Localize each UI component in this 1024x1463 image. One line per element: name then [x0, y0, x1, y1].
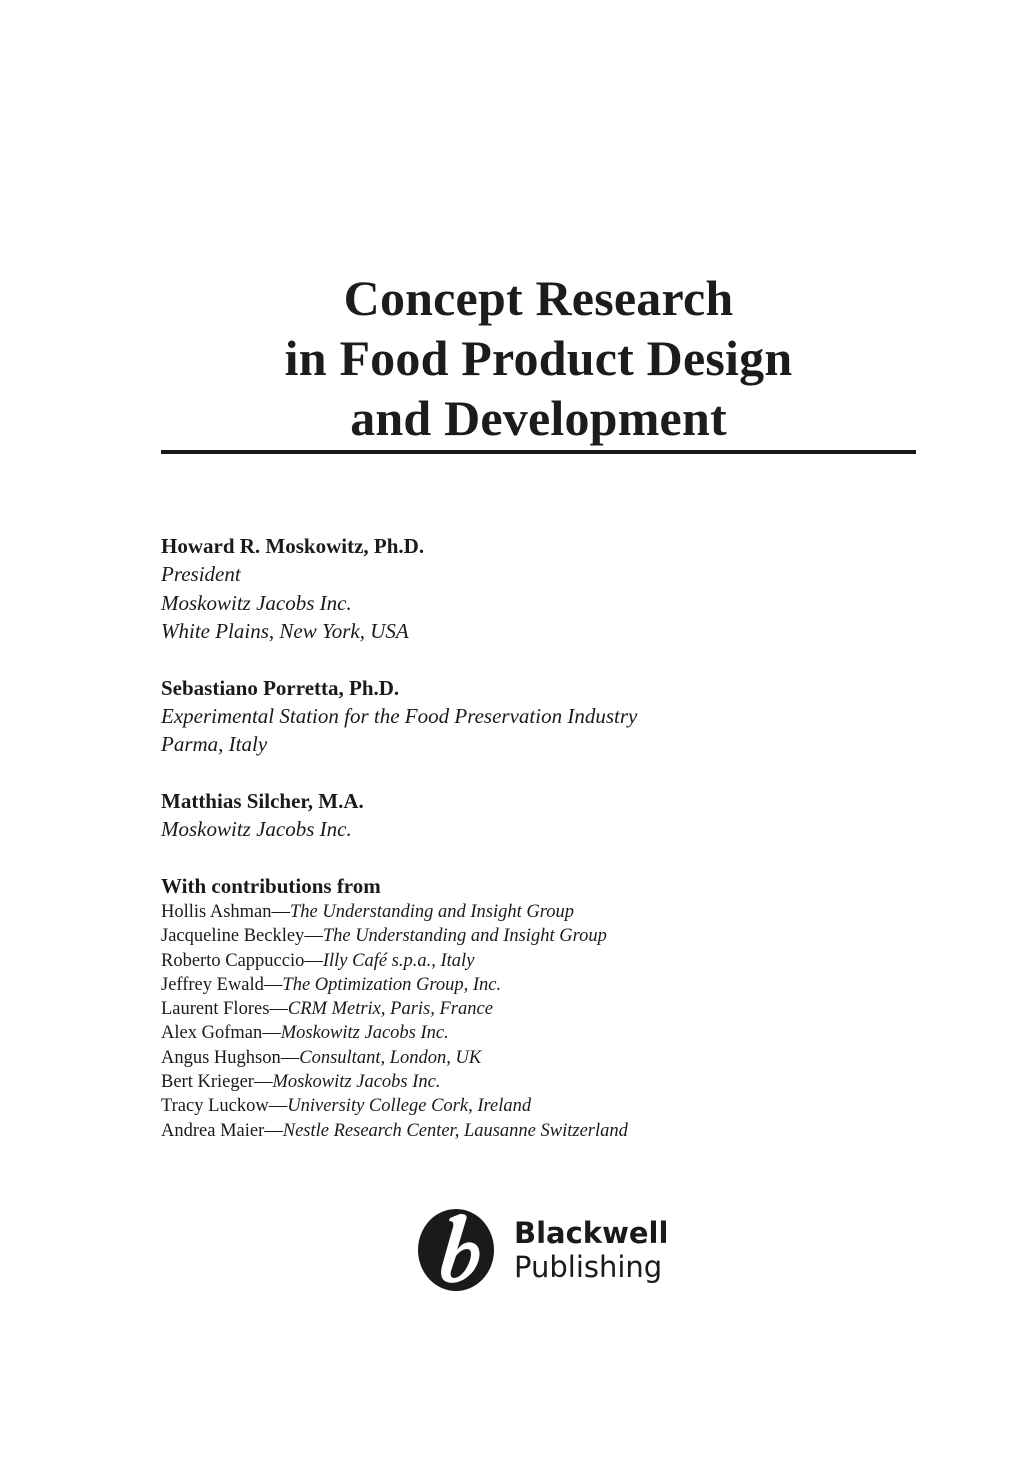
publisher-mark — [416, 1208, 668, 1292]
contributor-affiliation: Moskowitz Jacobs Inc. — [272, 1072, 441, 1093]
title-divider — [161, 450, 916, 454]
author-block — [161, 674, 921, 759]
contributor-separator: — — [253, 1072, 273, 1093]
contributors-list — [161, 900, 921, 1143]
contributor-affiliation: Consultant, London, UK — [299, 1047, 482, 1068]
author-affiliation-line: White Plains, New York, USA — [161, 619, 409, 643]
contributor-affiliation: Nestle Research Center, Lausanne Switzerland — [282, 1120, 628, 1141]
contributor-name: Jeffrey Ewald — [161, 974, 264, 995]
contributor-name: Roberto Cappuccio — [161, 950, 305, 971]
contributor-item — [161, 1070, 921, 1094]
contributor-affiliation: University College Cork, Ireland — [287, 1096, 532, 1117]
author-name: Howard R. Moskowitz, Ph.D. — [161, 534, 425, 558]
title-line-2: in Food Product Design — [284, 330, 793, 386]
contributor-affiliation: Illy Café s.p.a., Italy — [322, 950, 475, 971]
author-name: Matthias Silcher, M.A. — [161, 788, 364, 813]
contributor-item — [161, 997, 921, 1021]
contributor-separator: — — [262, 1023, 281, 1044]
contributor-affiliation: The Understanding and Insight Group — [322, 926, 607, 947]
author-name: Sebastiano Porretta, Ph.D. — [161, 675, 400, 700]
author-block — [161, 532, 921, 646]
contributor-name: Bert Krieger — [161, 1072, 254, 1093]
publisher-subname: Publishing — [514, 1250, 663, 1284]
contributor-name: Alex Gofman — [161, 1023, 263, 1044]
author-affiliation-line: Moskowitz Jacobs Inc. — [161, 816, 352, 841]
contributor-separator: — — [304, 950, 323, 971]
contributor-separator: — — [280, 1047, 300, 1068]
contributor-item — [161, 1021, 921, 1045]
blackwell-b-logo-icon — [416, 1208, 500, 1292]
contributor-name: Tracy Luckow — [161, 1096, 269, 1117]
contributor-affiliation: The Understanding and Insight Group — [290, 902, 575, 922]
contributor-name: Andrea Maier — [161, 1120, 265, 1141]
contributor-item — [161, 900, 921, 924]
contributor-item — [161, 1094, 921, 1118]
contributor-name: Hollis Ashman — [161, 902, 272, 922]
author-affiliation-line: Moskowitz Jacobs Inc. — [161, 590, 352, 615]
contributor-item — [161, 924, 921, 948]
contributor-item — [161, 1119, 921, 1143]
author-affiliation-line: Experimental Station for the Food Preservation Industry — [161, 703, 638, 728]
book-title — [161, 268, 916, 448]
title-line-1: Concept Research — [343, 270, 734, 326]
contributor-affiliation: The Optimization Group, Inc. — [282, 974, 502, 995]
contributor-name: Laurent Flores — [161, 999, 270, 1020]
contributor-item — [161, 949, 921, 973]
contributor-separator: — — [268, 1096, 288, 1117]
author-affiliation-line: Parma, Italy — [161, 732, 268, 756]
contributor-name: Angus Hughson — [161, 1047, 281, 1068]
author-list — [161, 532, 921, 871]
contributors-heading: With contributions from — [161, 874, 381, 898]
contributor-separator: — — [304, 926, 323, 947]
contributor-separator: — — [263, 974, 283, 995]
contributors-section — [161, 872, 921, 1143]
contributor-item — [161, 1046, 921, 1070]
publisher-wordmark — [514, 1216, 668, 1284]
contributor-affiliation: Moskowitz Jacobs Inc. — [280, 1023, 449, 1044]
contributor-affiliation: CRM Metrix, Paris, France — [287, 999, 493, 1020]
title-line-3: and Development — [350, 390, 727, 446]
contributor-item — [161, 973, 921, 997]
contributor-name: Jacqueline Beckley — [161, 926, 305, 947]
contributor-separator: — — [271, 902, 290, 922]
contributor-separator: — — [264, 1120, 283, 1141]
publisher-name: Blackwell — [514, 1216, 669, 1250]
author-block — [161, 787, 921, 844]
contributor-separator: — — [269, 999, 288, 1020]
author-affiliation-line: President — [161, 562, 241, 586]
